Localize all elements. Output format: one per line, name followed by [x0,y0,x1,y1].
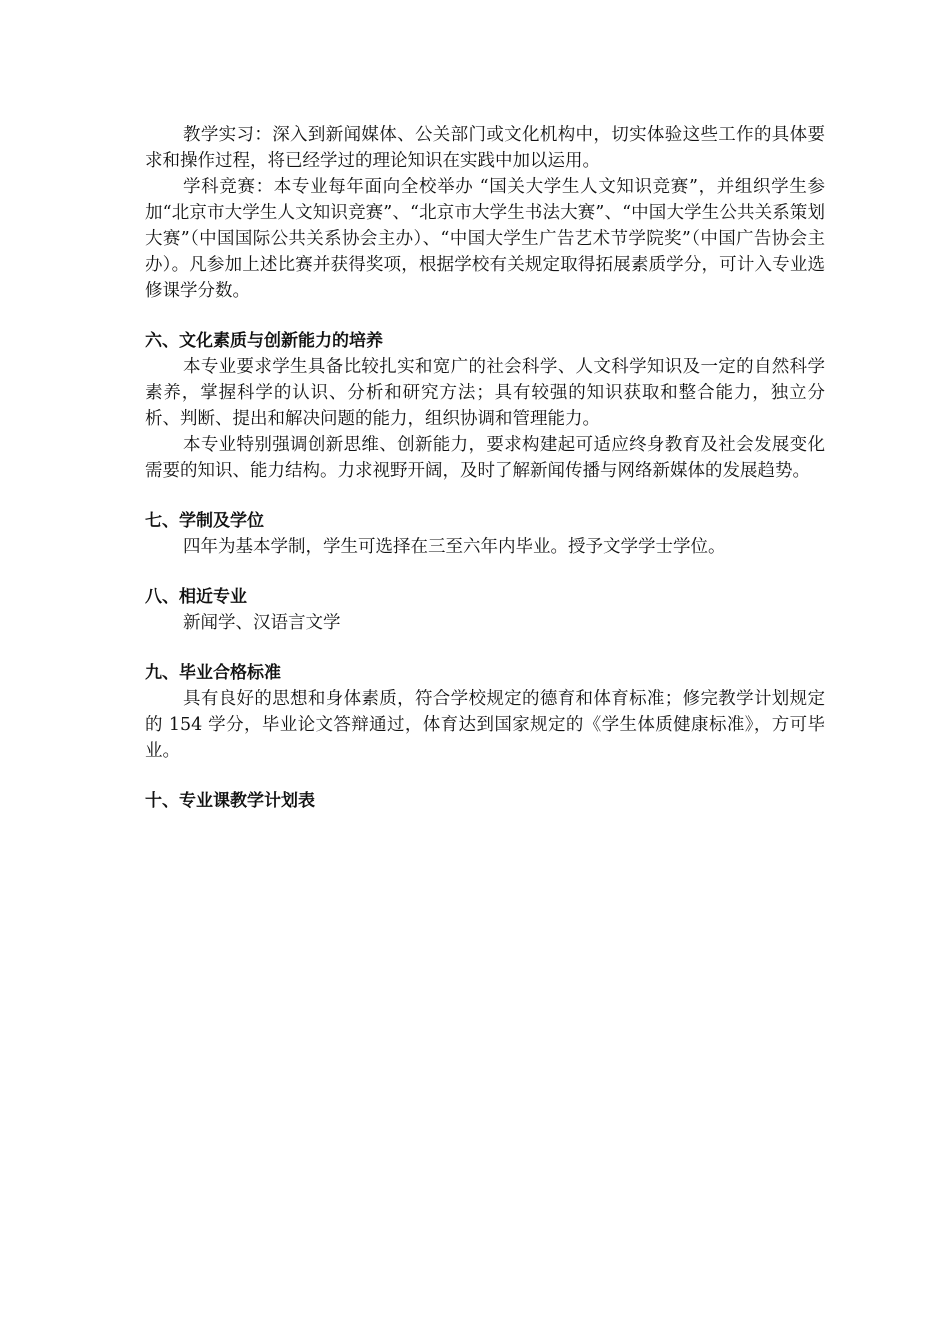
section-8-heading: 八、相近专业 [145,587,247,607]
section-6-paragraph-2: 本专业特别强调创新思维、创新能力，要求构建起可适应终身教育及社会发展变化需要的知识、能力结构。力求视野开阔，及时了解新闻传播与网络新媒体的发展趋势。 [145,435,825,481]
document-body [145,122,825,814]
section-7-heading: 七、学制及学位 [145,511,264,531]
section-9-paragraph: 具有良好的思想和身体素质，符合学校规定的德育和体育标准；修完教学计划规定的 154 学分，毕业论文答辩通过，体育达到国家规定的《学生体质健康标准》，方可毕业。 [145,689,825,761]
section-10-heading: 十、专业课教学计划表 [145,791,315,811]
internship-paragraph: 教学实习：深入到新闻媒体、公关部门或文化机构中，切实体验这些工作的具体要求和操作过程，将已经学过的理论知识在实践中加以运用。 [145,125,825,171]
competition-paragraph: 学科竞赛：本专业每年面向全校举办 “国关大学生人文知识竞赛”，并组织学生参加“北京市大学生人文知识竞赛”、“北京市大学生书法大赛”、“中国大学生公共关系策划大赛”（中国国际公共关系协会主办）、“中国大学生广告艺术节学院奖”（中国广告协会主办）。凡参加上述比赛并获得奖项，根据学校有关规定取得拓展素质学分，可计入专业选修课学分数。 [145,177,825,301]
section-7-paragraph: 四年为基本学制，学生可选择在三至六年内毕业。授予文学学士学位。 [183,537,726,557]
section-6-paragraph-1: 本专业要求学生具备比较扎实和宽广的社会科学、人文科学知识及一定的自然科学素养，掌握科学的认识、分析和研究方法；具有较强的知识获取和整合能力，独立分析、判断、提出和解决问题的能力，组织协调和管理能力。 [145,357,825,429]
section-8-paragraph: 新闻学、汉语言文学 [183,613,341,633]
section-9-heading: 九、毕业合格标准 [145,663,281,683]
section-6-heading: 六、文化素质与创新能力的培养 [145,331,383,351]
